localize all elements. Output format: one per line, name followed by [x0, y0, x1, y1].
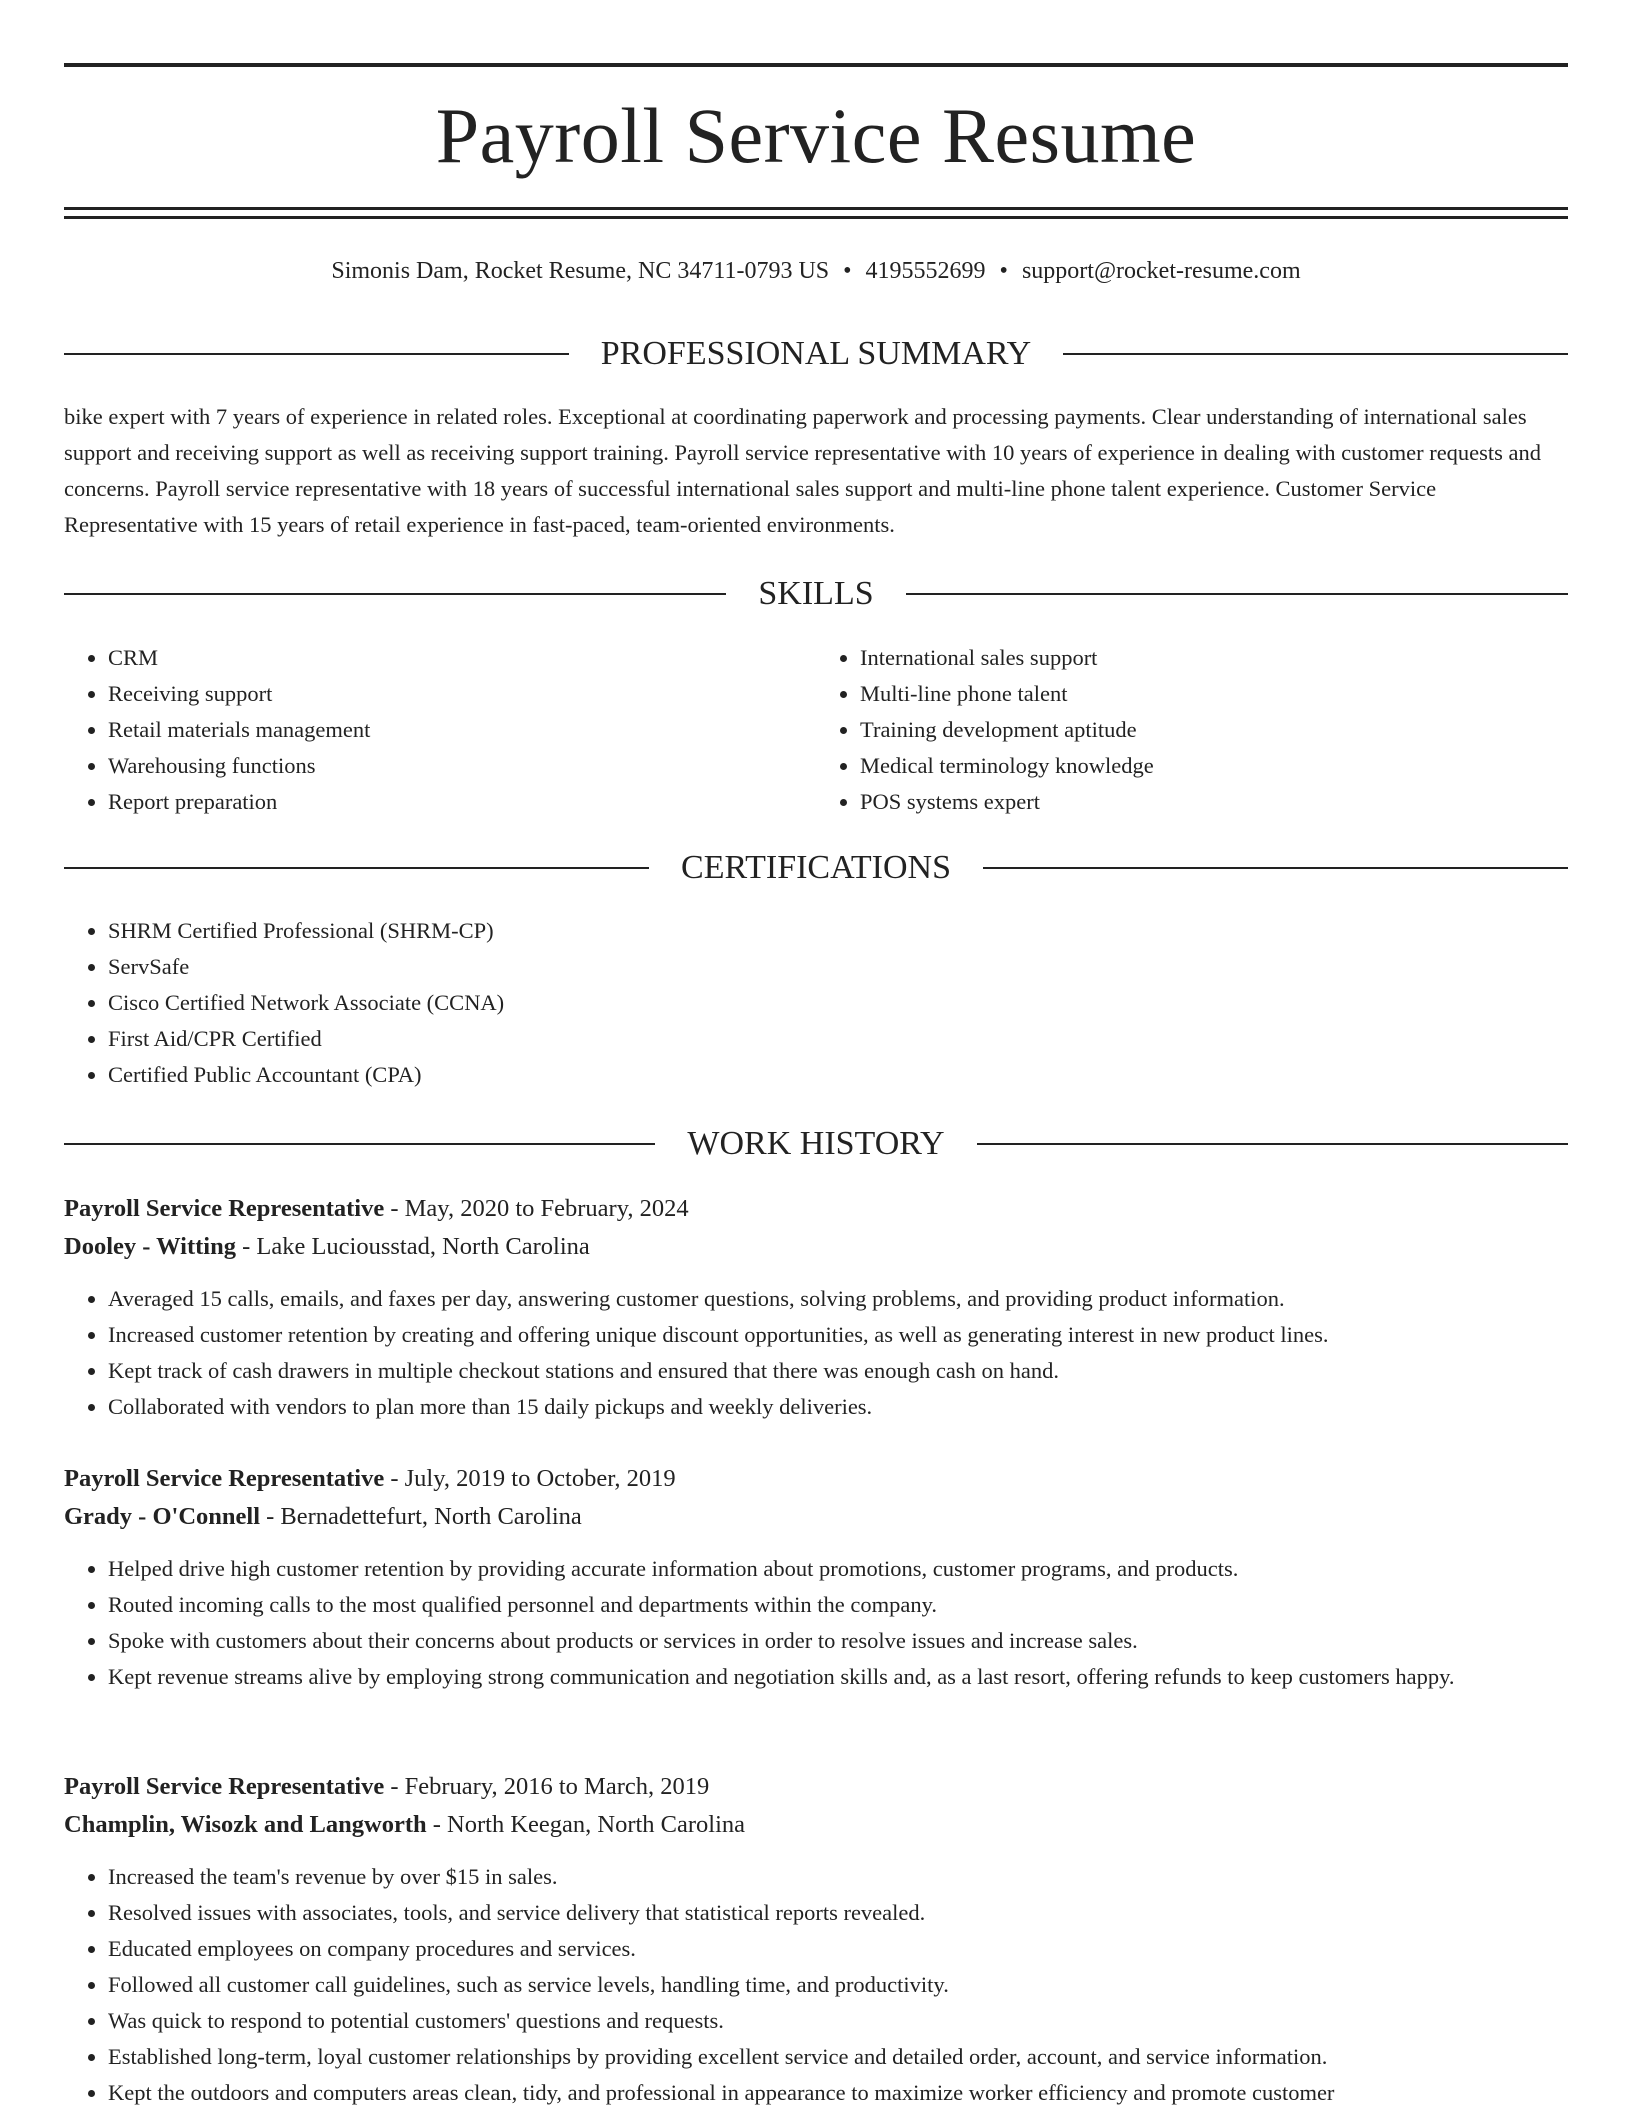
job-bullet: • Collaborated with vendors to plan more than 15 daily pickups and weekly deliveries. — [108, 1389, 1568, 1425]
skill-item: • Report preparation — [108, 784, 816, 820]
professional-summary-text: bike expert with 7 years of experience in related roles. Exceptional at coordinating paperwork and processing payments. Clear understanding of international sales support and receiving support as well as receiving support training. Payroll service representative with 10 years of experience in dealing with customer requests and concerns. Payroll service representative with 18 years of successful international sales support and multi-line phone talent experience. Customer Service Representative with 15 years of retail experience in fast-paced, team-oriented environments. — [64, 404, 1542, 537]
top-rule — [64, 63, 1568, 67]
skill-item: • Medical terminology knowledge — [860, 748, 1568, 784]
job-bullet: • Increased customer retention by creating and offering unique discount opportunities, as well as generating interest in new product lines. — [108, 1317, 1568, 1353]
job-bullet: • Resolved issues with associates, tools, and service delivery that statistical reports revealed. — [108, 1895, 1568, 1931]
job-title-line — [64, 1768, 1568, 1806]
job-role: Payroll Service Representative — [64, 1773, 385, 1800]
certifications-block — [64, 913, 1568, 1093]
job-bullet: • Kept the outdoors and computers areas clean, tidy, and professional in appearance to maximize worker efficiency and promote customer — [108, 2075, 1568, 2111]
job-bullet: • Averaged 15 calls, emails, and faxes per day, answering customer questions, solving problems, and providing product information. — [108, 1281, 1568, 1317]
job-title-line — [64, 1460, 1568, 1498]
section-title: WORK HISTORY — [687, 1125, 945, 1162]
job-entry — [64, 1768, 1568, 2111]
contact-email: support@rocket-resume.com — [1021, 258, 1301, 284]
job-bullets — [64, 1859, 1568, 2111]
job-entry — [64, 1190, 1568, 1425]
job-dates: - May, 2020 to February, 2024 — [384, 1195, 689, 1222]
contact-separator: • — [999, 258, 1008, 284]
heading-rule-right — [977, 1143, 1568, 1145]
resume-title: Payroll Service Resume — [435, 92, 1197, 179]
heading-rule-left — [64, 353, 569, 355]
job-company: Dooley - Witting — [64, 1233, 236, 1260]
section-heading-certifications — [64, 848, 1568, 888]
certification-item: • First Aid/CPR Certified — [108, 1021, 1568, 1057]
title-double-rule — [64, 207, 1568, 219]
certification-item: • Certified Public Accountant (CPA) — [108, 1057, 1568, 1093]
job-location: - Bernadettefurt, North Carolina — [260, 1503, 582, 1530]
certifications-list — [64, 913, 1568, 1093]
job-entry — [64, 1460, 1568, 1695]
job-dates: - February, 2016 to March, 2019 — [384, 1773, 710, 1800]
skills-list-right — [816, 640, 1568, 820]
job-location: - North Keegan, North Carolina — [426, 1811, 746, 1838]
job-company: Champlin, Wisozk and Langworth — [64, 1811, 427, 1838]
section-title: SKILLS — [758, 575, 874, 612]
job-location: - Lake Luciousstad, North Carolina — [235, 1233, 590, 1260]
skill-item: • Training development aptitude — [860, 712, 1568, 748]
heading-rule-left — [64, 1143, 655, 1145]
certification-item: • ServSafe — [108, 949, 1568, 985]
section-heading-summary — [64, 334, 1568, 374]
heading-rule-right — [983, 867, 1568, 869]
contact-separator: • — [843, 258, 852, 284]
job-bullet: • Established long-term, loyal customer relationships by providing excellent service and detailed order, account, and service information. — [108, 2039, 1568, 2075]
job-bullet: • Followed all customer call guidelines, such as service levels, handling time, and productivity. — [108, 1967, 1568, 2003]
contact-line — [64, 255, 1568, 287]
job-dates: - July, 2019 to October, 2019 — [384, 1465, 676, 1492]
skill-item: • Retail materials management — [108, 712, 816, 748]
job-role: Payroll Service Representative — [64, 1465, 385, 1492]
job-bullet: • Increased the team's revenue by over $15 in sales. — [108, 1859, 1568, 1895]
section-title: CERTIFICATIONS — [681, 849, 951, 886]
skill-item: • Receiving support — [108, 676, 816, 712]
job-company-line — [64, 1228, 1568, 1266]
skill-item: • Warehousing functions — [108, 748, 816, 784]
contact-phone: 4195552699 — [865, 258, 986, 284]
job-title-line — [64, 1190, 1568, 1228]
job-bullet: • Helped drive high customer retention by providing accurate information about promotions, customer programs, and products. — [108, 1551, 1568, 1587]
skill-item: • International sales support — [860, 640, 1568, 676]
heading-rule-right — [906, 593, 1568, 595]
contact-address: Simonis Dam, Rocket Resume, NC 34711-0793 US — [331, 258, 830, 284]
section-title: PROFESSIONAL SUMMARY — [600, 335, 1032, 372]
section-heading-work-history — [64, 1124, 1568, 1164]
job-bullet: • Educated employees on company procedures and services. — [108, 1931, 1568, 1967]
job-company-line — [64, 1806, 1568, 1844]
section-heading-skills — [64, 574, 1568, 614]
job-bullet: • Kept track of cash drawers in multiple checkout stations and ensured that there was enough cash on hand. — [108, 1353, 1568, 1389]
job-role: Payroll Service Representative — [64, 1195, 385, 1222]
heading-rule-left — [64, 593, 726, 595]
job-bullet: • Kept revenue streams alive by employing strong communication and negotiation skills and, as a last resort, offering refunds to keep customers happy. — [108, 1659, 1568, 1695]
job-bullets — [64, 1551, 1568, 1695]
heading-rule-right — [1063, 353, 1568, 355]
heading-rule-left — [64, 867, 649, 869]
job-bullet: • Routed incoming calls to the most qualified personnel and departments within the company. — [108, 1587, 1568, 1623]
skills-columns — [64, 640, 1568, 820]
job-bullets — [64, 1281, 1568, 1425]
job-bullet: • Was quick to respond to potential customers' questions and requests. — [108, 2003, 1568, 2039]
job-company-line — [64, 1498, 1568, 1536]
job-bullet: • Spoke with customers about their concerns about products or services in order to resolve issues and increase sales. — [108, 1623, 1568, 1659]
certification-item: • SHRM Certified Professional (SHRM-CP) — [108, 913, 1568, 949]
skill-item: • Multi-line phone talent — [860, 676, 1568, 712]
skills-list-left — [64, 640, 816, 820]
skill-item: • POS systems expert — [860, 784, 1568, 820]
job-company: Grady - O'Connell — [64, 1503, 261, 1530]
skill-item: • CRM — [108, 640, 816, 676]
certification-item: • Cisco Certified Network Associate (CCNA) — [108, 985, 1568, 1021]
